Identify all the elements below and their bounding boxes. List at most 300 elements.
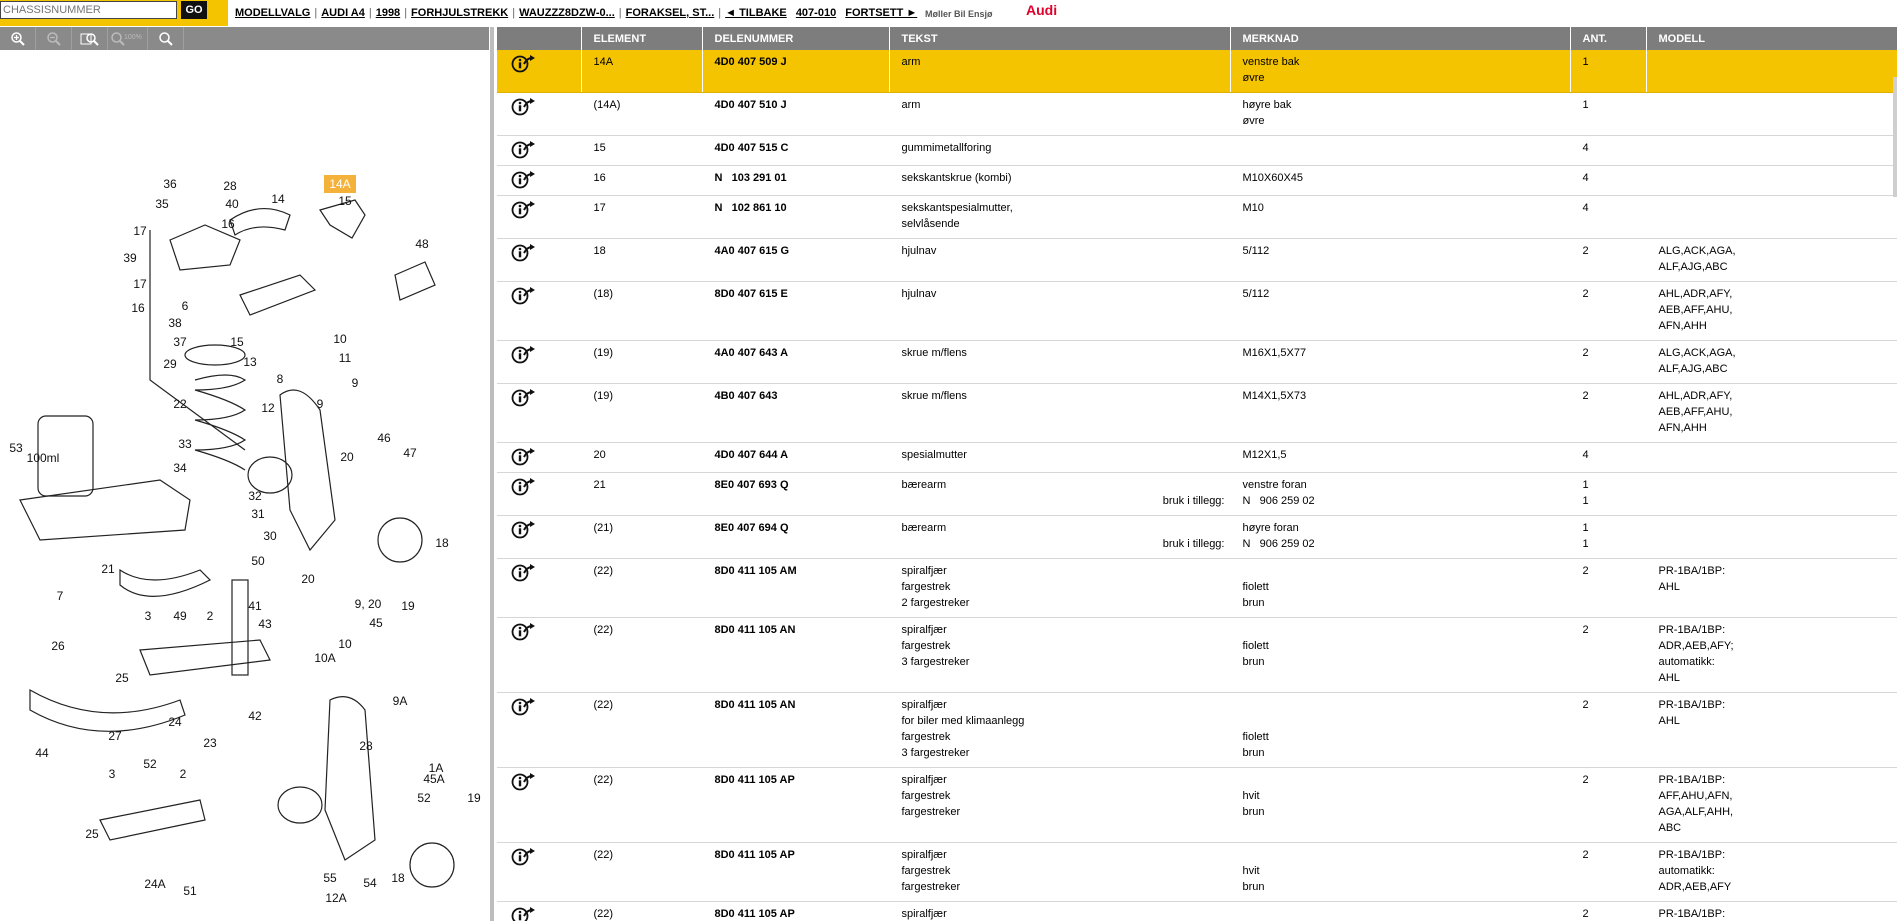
element-cell: (22) <box>581 559 702 618</box>
callout-label[interactable]: 39 <box>123 251 137 265</box>
column-header-merknad[interactable]: MERKNAD <box>1230 27 1570 50</box>
text-line: sekskantspesialmutter, <box>901 202 1013 214</box>
breadcrumb-modellvalg[interactable]: MODELLVALG <box>235 7 311 19</box>
table-row[interactable] <box>497 50 1897 93</box>
ant-line: 1 <box>1582 56 1589 68</box>
callout-label[interactable]: 46 <box>377 431 391 445</box>
modell-line: ABC <box>1658 822 1682 834</box>
element-cell: 15 <box>581 136 702 166</box>
modell-cell <box>1646 559 1897 618</box>
callout-label[interactable]: 43 <box>258 617 272 631</box>
merknad-line: brun <box>1242 656 1265 668</box>
quantity-cell <box>1570 768 1646 843</box>
text-line: arm <box>901 56 921 68</box>
text-cell <box>889 93 1230 136</box>
info-arrow-icon <box>511 847 537 867</box>
callout-label[interactable]: 32 <box>248 489 262 503</box>
text-line: spiralfjær <box>901 849 947 861</box>
column-header-tekst[interactable]: TEKST <box>889 27 1230 50</box>
diagram-panel <box>0 27 489 921</box>
info-cell[interactable] <box>497 93 581 136</box>
breadcrumb-model[interactable]: AUDI A4 <box>321 7 365 19</box>
info-arrow-icon <box>511 140 537 160</box>
callout-label[interactable]: 20 <box>301 572 315 586</box>
info-cell[interactable] <box>497 473 581 516</box>
callout-label[interactable]: 28 <box>359 739 373 753</box>
callout-label[interactable]: 51 <box>183 884 197 898</box>
table-row[interactable] <box>497 166 1897 196</box>
callout-label[interactable]: 31 <box>251 507 265 521</box>
track-rod <box>140 640 270 675</box>
quantity-cell <box>1570 559 1646 618</box>
callout-label[interactable]: 3 <box>144 609 152 623</box>
tillegg-part: N 906 259 02 <box>1242 495 1315 507</box>
info-cell[interactable] <box>497 239 581 282</box>
merknad-line <box>1243 697 1558 713</box>
info-arrow-icon <box>511 563 537 583</box>
zoom-100-icon <box>110 31 146 47</box>
breadcrumb-year[interactable]: 1998 <box>375 7 401 19</box>
callout-label[interactable]: 10 <box>333 332 347 346</box>
callout-label[interactable]: 15 <box>338 194 352 208</box>
merknad-cell <box>1230 768 1570 843</box>
modell-cell <box>1646 166 1897 196</box>
ant-line: 2 <box>1582 390 1589 402</box>
merknad-cell <box>1230 843 1570 902</box>
callout-label[interactable]: 9, 20 <box>354 597 382 611</box>
text-cell <box>889 50 1230 93</box>
merknad-line: M12X1,5 <box>1242 449 1287 461</box>
callout-label[interactable]: 13 <box>243 355 257 369</box>
part-number-cell: 4B0 407 643 <box>702 384 889 443</box>
callout-label[interactable]: 25 <box>85 827 99 841</box>
callout-label[interactable]: 19 <box>467 791 481 805</box>
table-row[interactable] <box>497 902 1897 921</box>
table-header-row <box>497 27 1897 50</box>
column-header-element[interactable]: ELEMENT <box>581 27 702 50</box>
callout-label[interactable]: 49 <box>173 609 187 623</box>
text-cell <box>889 196 1230 239</box>
info-arrow-icon <box>511 345 537 365</box>
callout-label[interactable]: 100ml <box>26 451 60 465</box>
ant-line: 1 <box>1582 522 1589 534</box>
callout-label[interactable]: 9A <box>392 694 408 708</box>
ant-line: 2 <box>1582 774 1589 786</box>
exploded-parts-diagram[interactable] <box>0 50 489 920</box>
breadcrumb <box>235 7 917 19</box>
callout-label[interactable]: 2 <box>179 767 187 781</box>
merknad-line: fiolett <box>1242 581 1269 593</box>
table-row[interactable] <box>497 618 1897 693</box>
info-cell[interactable] <box>497 196 581 239</box>
part-number-cell: 8E0 407 694 Q <box>702 516 889 559</box>
merknad-line: øvre <box>1242 72 1265 84</box>
callout-label[interactable]: 10A <box>314 651 336 665</box>
quantity-cell <box>1570 693 1646 768</box>
zoom-in-button[interactable] <box>0 27 36 50</box>
tillegg-label: bruk i tillegg: <box>1162 495 1225 507</box>
table-row[interactable] <box>497 136 1897 166</box>
text-cell <box>889 341 1230 384</box>
part-number-cell: 8D0 411 105 AN <box>702 618 889 693</box>
ant-line: 1 <box>1582 538 1589 550</box>
callout-label[interactable]: 36 <box>163 177 177 191</box>
modell-cell <box>1646 196 1897 239</box>
element-cell: 14A <box>581 50 702 93</box>
info-cell[interactable] <box>497 282 581 341</box>
merknad-cell <box>1230 341 1570 384</box>
callout-label[interactable]: 54 <box>363 876 377 890</box>
merknad-cell <box>1230 50 1570 93</box>
modell-cell <box>1646 282 1897 341</box>
callout-label[interactable]: 12A <box>325 891 347 905</box>
callout-label[interactable]: 47 <box>403 446 417 460</box>
text-line: bærearm <box>901 522 947 534</box>
modell-cell <box>1646 473 1897 516</box>
element-cell: (21) <box>581 516 702 559</box>
merknad-line <box>1243 622 1558 638</box>
breadcrumb-separator: | <box>618 7 622 19</box>
modell-cell <box>1646 50 1897 93</box>
callout-label[interactable]: 50 <box>251 554 265 568</box>
info-cell[interactable] <box>497 693 581 768</box>
text-line: skrue m/flens <box>901 390 967 402</box>
quantity-cell <box>1570 93 1646 136</box>
info-arrow-icon <box>511 622 537 642</box>
info-arrow-icon <box>511 170 537 190</box>
callout-label[interactable]: 2 <box>206 609 214 623</box>
merknad-line: venstre foran <box>1242 479 1307 491</box>
callout-label[interactable]: 38 <box>168 316 182 330</box>
info-cell[interactable] <box>497 341 581 384</box>
modell-line: AEB,AFF,AHU, <box>1658 304 1733 316</box>
magnifier-button[interactable] <box>148 27 184 50</box>
callout-label[interactable]: 14A <box>329 177 351 191</box>
callout-label[interactable]: 14 <box>271 192 285 206</box>
quantity-cell <box>1570 282 1646 341</box>
element-cell: (22) <box>581 693 702 768</box>
lower-hub <box>410 843 454 887</box>
info-cell[interactable] <box>497 516 581 559</box>
callout-label[interactable]: 12 <box>261 401 275 415</box>
callout-label[interactable]: 20 <box>340 450 354 464</box>
callout-label[interactable]: 9 <box>351 376 359 390</box>
modell-line: ALG,ACK,AGA, <box>1658 245 1736 257</box>
callout-label[interactable]: 35 <box>155 197 169 211</box>
ant-line: 1 <box>1582 495 1589 507</box>
zoom-100-button[interactable] <box>108 27 148 50</box>
callout-label[interactable]: 11 <box>338 351 352 365</box>
text-cell <box>889 166 1230 196</box>
quantity-cell <box>1570 50 1646 93</box>
modell-line: automatikk: <box>1658 865 1715 877</box>
merknad-line: fiolett <box>1242 731 1269 743</box>
tillegg-line <box>1162 536 1558 552</box>
element-cell: (18) <box>581 282 702 341</box>
merknad-line: brun <box>1242 597 1265 609</box>
info-cell[interactable] <box>497 384 581 443</box>
table-row[interactable] <box>497 196 1897 239</box>
text-line: fargestrek <box>901 581 951 593</box>
column-header-icon <box>497 27 581 50</box>
breadcrumb-separator: | <box>314 7 318 19</box>
info-cell[interactable] <box>497 50 581 93</box>
callout-label[interactable]: 33 <box>178 437 192 451</box>
callout-label[interactable]: 44 <box>35 746 49 760</box>
merknad-line: høyre foran <box>1242 522 1299 534</box>
callout-label[interactable]: 25 <box>115 671 129 685</box>
modell-line: PR-1BA/1BP: <box>1658 699 1726 711</box>
modell-line: PR-1BA/1BP: <box>1658 849 1726 861</box>
modell-cell <box>1646 341 1897 384</box>
info-arrow-icon <box>511 447 537 467</box>
ant-line: 2 <box>1582 288 1589 300</box>
callout-label[interactable]: 18 <box>391 871 405 885</box>
text-line: fargestrek <box>901 731 951 743</box>
table-row[interactable] <box>497 384 1897 443</box>
callout-label[interactable]: 41 <box>248 599 262 613</box>
modell-line: AFF,AHU,AFN, <box>1658 790 1733 802</box>
info-arrow-icon <box>511 54 537 74</box>
table-row[interactable] <box>497 239 1897 282</box>
ant-line: 2 <box>1582 849 1589 861</box>
element-cell: (22) <box>581 902 702 921</box>
table-row[interactable] <box>497 443 1897 473</box>
magnifier-icon <box>158 31 174 47</box>
scrollbar[interactable] <box>1893 77 1897 197</box>
text-line: fargestrek <box>901 640 951 652</box>
merknad-line <box>1243 713 1558 729</box>
info-arrow-icon <box>511 243 537 263</box>
text-line: spiralfjær <box>901 565 947 577</box>
merknad-cell <box>1230 196 1570 239</box>
modell-line: ALF,AJG,ABC <box>1658 261 1728 273</box>
info-cell[interactable] <box>497 618 581 693</box>
breadcrumb-separator: | <box>404 7 408 19</box>
callout-label[interactable]: 16 <box>131 301 145 315</box>
element-cell: (22) <box>581 843 702 902</box>
text-cell <box>889 239 1230 282</box>
text-cell <box>889 443 1230 473</box>
modell-cell <box>1646 443 1897 473</box>
quantity-cell <box>1570 136 1646 166</box>
panel-divider[interactable] <box>490 27 494 921</box>
modell-cell <box>1646 384 1897 443</box>
upper-arm-13 <box>240 275 315 315</box>
modell-line: AHL,ADR,AFY, <box>1658 288 1733 300</box>
table-row[interactable] <box>497 768 1897 843</box>
breadcrumb-group[interactable]: FORAKSEL, ST... <box>625 7 715 19</box>
back-link[interactable]: ◄ TILBAKE <box>725 7 787 19</box>
callout-label[interactable]: 17 <box>133 224 147 238</box>
part-number-cell: 4D0 407 644 A <box>702 443 889 473</box>
callout-label[interactable]: 21 <box>101 562 115 576</box>
callout-label[interactable]: 45A <box>423 772 445 786</box>
callout-label[interactable]: 15 <box>230 335 244 349</box>
quantity-cell <box>1570 239 1646 282</box>
callout-label[interactable]: 17 <box>133 277 147 291</box>
modell-cell <box>1646 902 1897 921</box>
element-cell: (22) <box>581 768 702 843</box>
callout-label[interactable]: 45 <box>369 616 383 630</box>
part-number-cell: 8D0 411 105 AP <box>702 843 889 902</box>
callout-label[interactable]: 18 <box>435 536 449 550</box>
callout-label[interactable]: 34 <box>173 461 187 475</box>
cv-boot <box>248 457 292 493</box>
chassis-search-box <box>0 0 228 26</box>
table-row[interactable] <box>497 516 1897 559</box>
element-cell: 20 <box>581 443 702 473</box>
part-number-cell: 4A0 407 643 A <box>702 341 889 384</box>
callout-label[interactable]: 19 <box>401 599 415 613</box>
ant-line: 2 <box>1582 245 1589 257</box>
merknad-line: brun <box>1242 806 1265 818</box>
info-arrow-icon <box>511 697 537 717</box>
part-number-cell: 4D0 407 510 J <box>702 93 889 136</box>
table-row[interactable] <box>497 843 1897 902</box>
callout-label[interactable]: 28 <box>223 179 237 193</box>
callout-label[interactable]: 30 <box>263 529 277 543</box>
merknad-line: fiolett <box>1242 640 1269 652</box>
lower-knuckle <box>325 697 375 860</box>
info-cell[interactable] <box>497 768 581 843</box>
callout-label[interactable]: 24 <box>168 715 182 729</box>
zoom-out-button[interactable] <box>36 27 72 50</box>
quantity-cell <box>1570 341 1646 384</box>
text-line: fargestrek <box>901 865 951 877</box>
text-line: bærearm <box>901 479 947 491</box>
zoom-out-icon <box>46 31 62 47</box>
modell-cell <box>1646 618 1897 693</box>
callout-label[interactable]: 1A <box>428 761 444 775</box>
element-cell: (19) <box>581 384 702 443</box>
quantity-cell <box>1570 166 1646 196</box>
modell-line: AHL <box>1658 581 1680 593</box>
modell-line: ALG,ACK,AGA, <box>1658 347 1736 359</box>
modell-line: ALF,AJG,ABC <box>1658 363 1728 375</box>
info-arrow-icon <box>511 477 537 497</box>
table-row[interactable] <box>497 282 1897 341</box>
modell-cell <box>1646 768 1897 843</box>
table-row[interactable] <box>497 341 1897 384</box>
callout-label[interactable]: 29 <box>163 357 177 371</box>
quantity-cell <box>1570 843 1646 902</box>
merknad-cell <box>1230 239 1570 282</box>
ant-line: 2 <box>1582 347 1589 359</box>
text-cell <box>889 282 1230 341</box>
ant-line: 4 <box>1582 449 1589 461</box>
lower-boot <box>278 787 322 823</box>
callout-label[interactable]: 37 <box>173 335 187 349</box>
breadcrumb-drive[interactable]: FORHJULSTREKK <box>411 7 509 19</box>
text-line: sekskantskrue (kombi) <box>901 172 1012 184</box>
callout-label[interactable]: 23 <box>203 736 217 750</box>
info-cell[interactable] <box>497 443 581 473</box>
callout-label[interactable]: 48 <box>415 237 429 251</box>
callout-label[interactable]: 52 <box>143 757 157 771</box>
quantity-cell <box>1570 384 1646 443</box>
breadcrumb-separator: | <box>718 7 722 19</box>
callout-label[interactable]: 22 <box>173 397 187 411</box>
ant-line: 2 <box>1582 624 1589 636</box>
merknad-line: brun <box>1242 881 1265 893</box>
quantity-cell <box>1570 443 1646 473</box>
element-cell: 21 <box>581 473 702 516</box>
zoom-toolbar <box>0 27 489 50</box>
table-row[interactable] <box>497 93 1897 136</box>
callout-label[interactable]: 24A <box>144 877 166 891</box>
element-cell: (19) <box>581 341 702 384</box>
modell-line: AGA,ALF,AHH, <box>1658 806 1734 818</box>
part-number-cell: N 103 291 01 <box>702 166 889 196</box>
breadcrumb-vin[interactable]: WAUZZZ8DZW-0... <box>519 7 615 19</box>
info-arrow-icon <box>511 388 537 408</box>
coil-spring <box>195 375 245 470</box>
table-row[interactable] <box>497 473 1897 516</box>
info-cell[interactable] <box>497 559 581 618</box>
info-arrow-icon <box>511 520 537 540</box>
forward-link[interactable]: FORTSETT ► <box>845 7 918 19</box>
page-code-link[interactable]: 407-010 <box>795 7 837 19</box>
callout-label[interactable]: 40 <box>225 197 239 211</box>
part-number-cell: 4A0 407 615 G <box>702 239 889 282</box>
column-header-modell[interactable]: MODELL <box>1646 27 1897 50</box>
callout-label[interactable]: 42 <box>248 709 262 723</box>
info-cell[interactable] <box>497 843 581 902</box>
callout-label[interactable]: 6 <box>181 299 189 313</box>
callout-label[interactable]: 8 <box>276 372 284 386</box>
go-button[interactable]: GO <box>181 1 207 19</box>
callout-label[interactable]: 9 <box>316 397 324 411</box>
merknad-line: hvit <box>1242 790 1260 802</box>
modell-line: PR-1BA/1BP: <box>1658 908 1726 920</box>
merknad-line: M10 <box>1242 202 1264 214</box>
upper-arm-front <box>230 209 290 235</box>
tillegg-label: bruk i tillegg: <box>1162 538 1225 550</box>
callout-label[interactable]: 55 <box>323 871 337 885</box>
column-header-ant[interactable]: ANT. <box>1570 27 1646 50</box>
callout-label[interactable]: 27 <box>108 729 122 743</box>
merknad-cell <box>1230 559 1570 618</box>
modell-line: PR-1BA/1BP: <box>1658 624 1726 636</box>
merknad-line: 5/112 <box>1242 288 1270 300</box>
callout-label[interactable]: 26 <box>51 639 65 653</box>
element-cell: 16 <box>581 166 702 196</box>
part-number-cell: 4D0 407 509 J <box>702 50 889 93</box>
text-line: fargestreker <box>901 881 961 893</box>
callout-label[interactable]: 53 <box>9 441 23 455</box>
table-row[interactable] <box>497 693 1897 768</box>
modell-line: AHL,ADR,AFY, <box>1658 390 1733 402</box>
callout-label[interactable]: 52 <box>417 791 431 805</box>
info-cell[interactable] <box>497 902 581 921</box>
modell-cell <box>1646 136 1897 166</box>
callout-label[interactable]: 7 <box>56 589 64 603</box>
zoom-fit-button[interactable] <box>72 27 108 50</box>
element-cell: (14A) <box>581 93 702 136</box>
modell-cell <box>1646 93 1897 136</box>
info-cell[interactable] <box>497 136 581 166</box>
table-row[interactable] <box>497 559 1897 618</box>
callout-label[interactable]: 10 <box>338 637 352 651</box>
parts-table <box>497 27 1897 921</box>
callout-label[interactable]: 16 <box>221 217 235 231</box>
column-header-delenummer[interactable]: DELENUMMER <box>702 27 889 50</box>
text-line: 3 fargestreker <box>901 747 970 759</box>
chassis-number-input[interactable] <box>0 1 177 19</box>
callout-label[interactable]: 3 <box>108 767 116 781</box>
info-cell[interactable] <box>497 166 581 196</box>
